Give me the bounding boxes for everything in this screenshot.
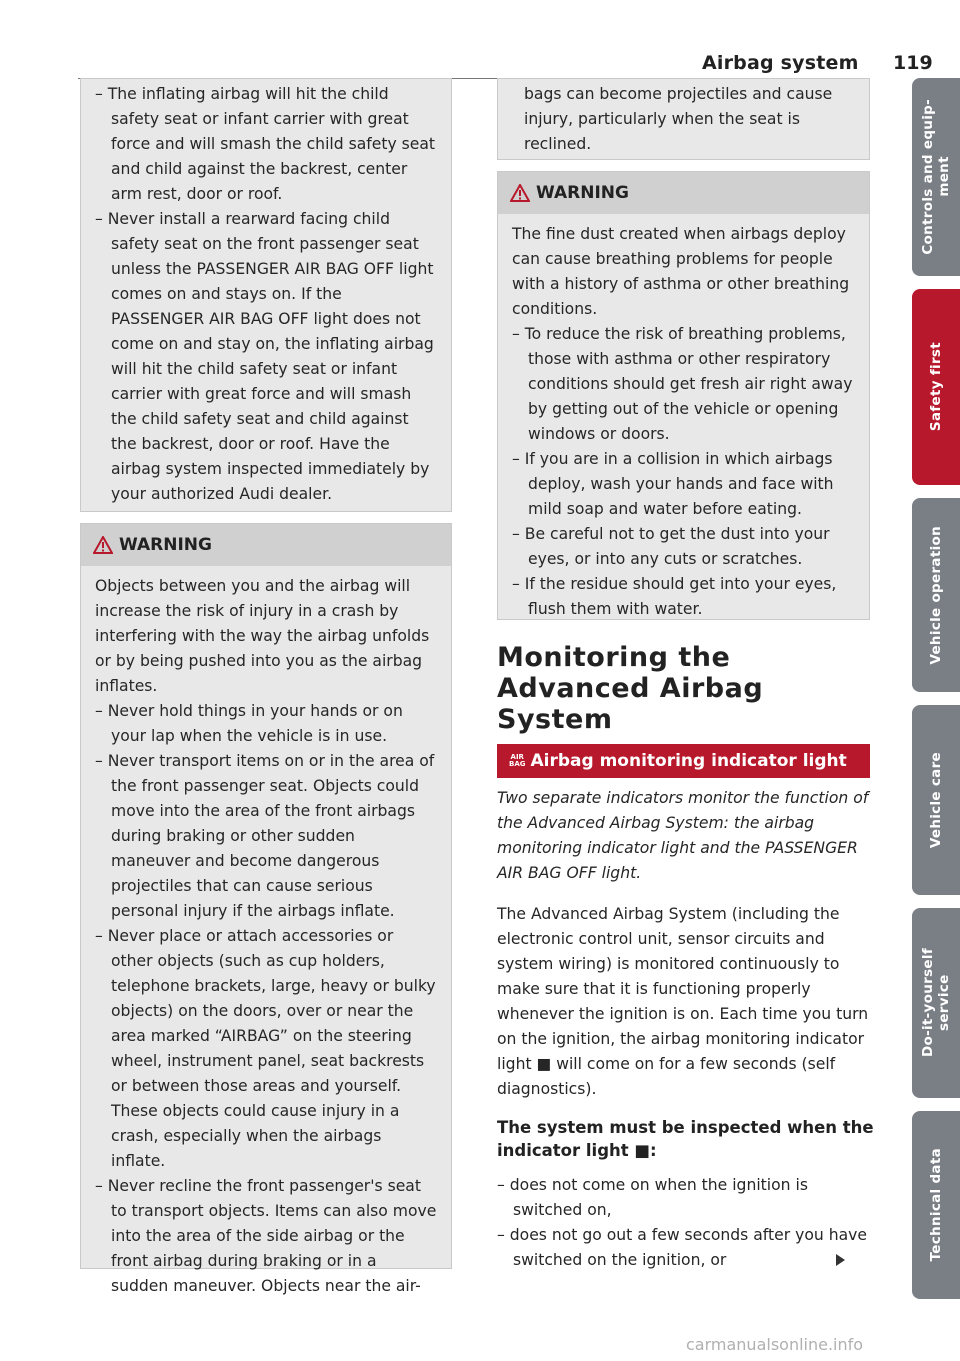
warning-intro: The fine dust created when airbags deploy can cause breathing problems for people with a history of asthma or other breathing conditions.	[512, 225, 850, 318]
tab-label: Technical data	[928, 1148, 944, 1262]
tab-controls-and-equipment[interactable]	[912, 78, 960, 276]
right-continued-box	[497, 78, 870, 160]
section-title: Monitoring the Advanced Airbag System	[497, 642, 764, 735]
tab-label: Safety first	[928, 342, 944, 432]
list-item: – Be careful not to get the dust into your eyes, or into any cuts or scratches.	[512, 525, 830, 568]
warning-header	[498, 172, 869, 214]
list-item: – If you are in a collision in which airbags deploy, wash your hands and face with mild soap and water before eating.	[512, 450, 834, 518]
sub-heading: The system must be inspected when the indicator light ■:	[497, 1118, 874, 1160]
warning-label: WARNING	[536, 183, 629, 203]
list-item: – Never hold things in your hands or on your lap when the vehicle is in use.	[95, 702, 403, 745]
list-item: – The inflating airbag will hit the child safety seat or infant carrier with great force and will smash the child safety seat and child against the backrest, center arm rest, door or roof.	[95, 85, 436, 203]
condition-list	[497, 1173, 877, 1273]
continue-arrow-icon	[836, 1254, 845, 1266]
left-warning-box	[80, 523, 452, 1295]
subsection-title: Airbag monitoring indicator light	[530, 751, 847, 771]
warning-label: WARNING	[119, 535, 212, 555]
airbag-icon-top: AIR	[510, 753, 524, 761]
tab-vehicle-operation[interactable]	[912, 498, 960, 692]
warning-triangle-icon	[93, 536, 113, 554]
list-item: – does not come on when the ignition is switched on,	[497, 1176, 808, 1219]
tab-safety-first[interactable]	[912, 289, 960, 485]
header-section-title: Airbag system	[702, 52, 859, 74]
list-item: – Never install a rearward facing child safety seat on the front passenger seat unless the PASSENGER AIR BAG OFF light comes on and stays on. If the PASSENGER AIR BAG OFF light does not come on and stay on, the inflating airbag will hit the child safety seat or infant carrier with great force and will smash the child safety seat and child against the backrest, door or roof. Have the airbag system inspected immediately by your authorized Audi dealer.	[95, 210, 434, 503]
tab-label: Do-it-yourself service	[920, 948, 952, 1058]
tab-label: Vehicle operation	[928, 525, 944, 665]
subsection-banner	[497, 744, 870, 778]
warning-triangle-icon	[510, 184, 530, 202]
body-paragraph: The Advanced Airbag System (including the electronic control unit, sensor circuits and system wiring) is monitored continuously to make sure that it is functioning properly whenever the ignition is on. Each time you turn on the ignition, the airbag monitoring indicator light ■ will come on for a few seconds (self diagnostics).	[497, 905, 869, 1098]
tab-technical-data[interactable]	[912, 1111, 960, 1299]
list-item: – To reduce the risk of breathing problems, those with asthma or other respiratory conditions should get fresh air right away by getting out of the vehicle or opening windows or doors.	[512, 325, 853, 443]
list-item: – Never place or attach accessories or other objects (such as cup holders, telephone brackets, large, heavy or bulky objects) on the doors, over or near the area marked “AIRBAG” on the steering wheel, instrument panel, seat backrests or between those areas and yourself. These objects could cause injury in a crash, especially when the airbags inflate.	[95, 927, 436, 1170]
continued-text: bags can become projectiles and cause injury, particularly when the seat is reclined.	[524, 85, 833, 153]
tab-label: Vehicle care	[928, 751, 944, 849]
left-continued-box	[80, 78, 452, 512]
list-item: – If the residue should get into your eyes, flush them with water.	[512, 575, 837, 618]
airbag-icon	[509, 754, 526, 768]
list-item: – Never transport items on or in the area of the front passenger seat. Objects could move into the area of the front airbags during braking or other sudden maneuver and become dangerous projectiles that can cause serious personal injury if the airbags inflate.	[95, 752, 435, 920]
tab-label: Controls and equip- ment	[920, 99, 952, 255]
warning-header	[81, 524, 451, 566]
tab-vehicle-care[interactable]	[912, 705, 960, 895]
list-item: – does not go out a few seconds after you have switched on the ignition, or	[497, 1226, 867, 1269]
list-item: – Never recline the front passenger's seat to transport objects. Items can also move into the area of the side airbag or the front airbag during braking or in a sudden maneuver. Objects near the air-	[95, 1177, 437, 1295]
watermark: carmanualsonline.info	[686, 1335, 864, 1354]
tab-do-it-yourself-service[interactable]	[912, 908, 960, 1098]
warning-intro: Objects between you and the airbag will increase the risk of injury in a crash by interfering with the way the airbag unfolds or by being pushed into you as the airbag inflates.	[95, 577, 430, 695]
page-number: 119	[893, 52, 933, 74]
section-intro: Two separate indicators monitor the function of the Advanced Airbag System: the airbag monitoring indicator light and the PASSENGER AIR BAG OFF light.	[497, 789, 869, 882]
right-warning-box	[497, 171, 870, 620]
airbag-icon-bottom: BAG	[509, 760, 526, 768]
